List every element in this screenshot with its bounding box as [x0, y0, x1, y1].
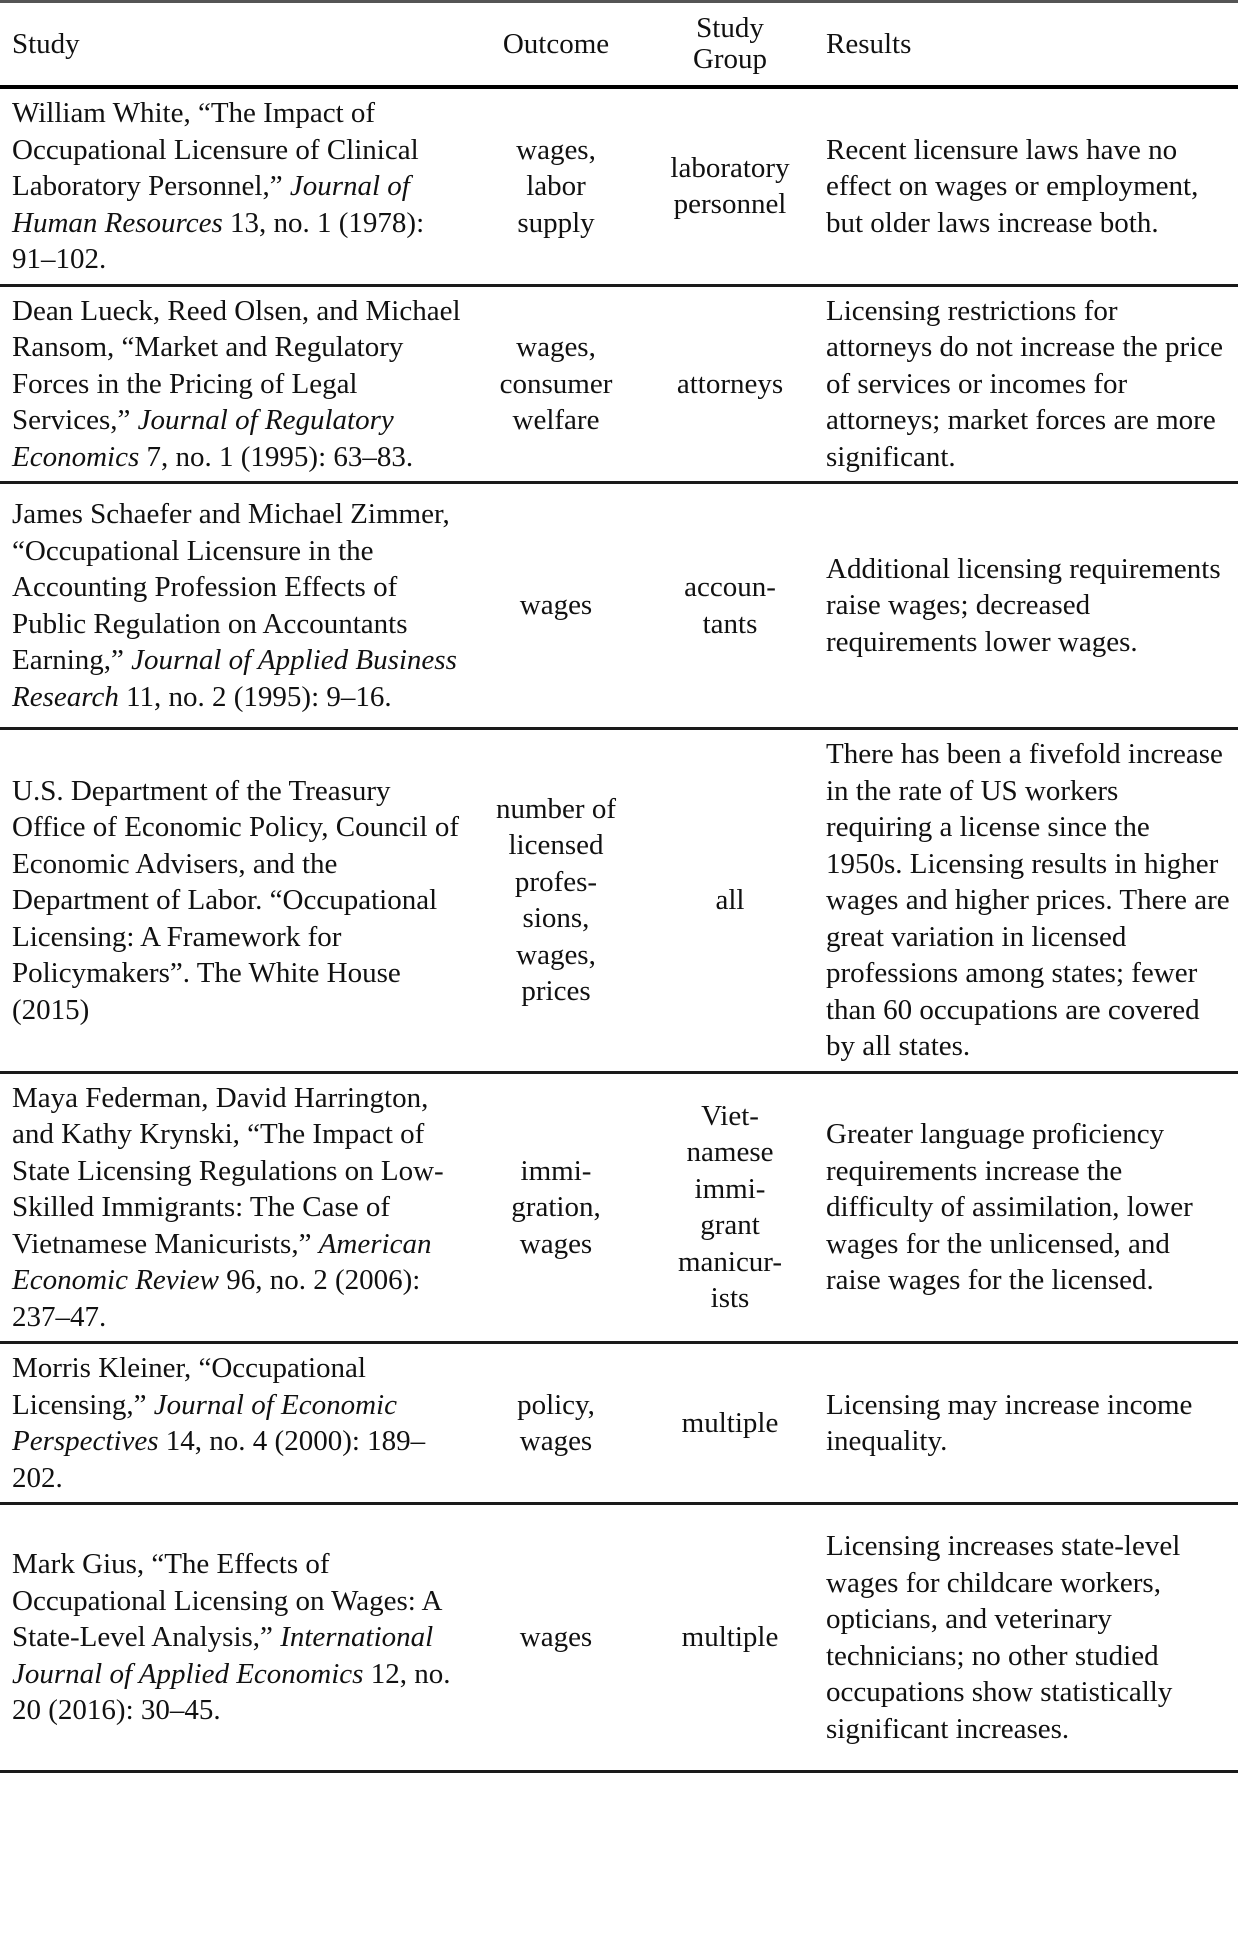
outcome-line: policy,	[517, 1388, 595, 1421]
outcome-cell	[470, 483, 642, 729]
outcome-line: wages	[519, 1227, 593, 1260]
table-row	[0, 87, 1238, 285]
study-citation	[0, 729, 470, 1073]
outcome-cell	[470, 87, 642, 285]
group-line: namese	[686, 1136, 774, 1169]
header-study-group-line2: Group	[692, 43, 768, 75]
citation-text: Mark Gius, “The Effects of Occupational Licensing on Wages: A State-Level Analysis,”	[12, 1548, 441, 1654]
header-study-group-line1: Study	[696, 12, 764, 44]
group-line: tants	[702, 607, 758, 640]
outcome-line: prices	[521, 975, 591, 1008]
study-group-cell	[642, 1343, 818, 1504]
group-line: Viet-	[701, 1099, 759, 1132]
table-row	[0, 483, 1238, 729]
study-group-cell	[642, 87, 818, 285]
journal-title: International Journal of Applied Economics	[12, 1621, 434, 1690]
group-line: ists	[710, 1282, 750, 1315]
results-cell: Licensing restrictions for attorneys do not increase the price of services or incomes for attorneys; market forces are more significant.	[826, 294, 1223, 473]
outcome-line: labor	[526, 170, 586, 202]
header-results: Results	[826, 27, 912, 60]
outcome-line: profes-	[514, 865, 598, 898]
citation-text: William White, “The Impact of Occupational Licensure of Clinical Laboratory Personnel,”	[12, 97, 419, 202]
outcome-line: wages	[519, 1425, 593, 1457]
table-row	[0, 1072, 1238, 1343]
outcome-line: wages,	[516, 938, 596, 971]
study-citation	[0, 87, 470, 285]
study-group-cell	[642, 483, 818, 729]
citation-details: 12, no. 20 (2016): 30–45.	[12, 1657, 451, 1727]
table-row	[0, 1343, 1238, 1504]
outcome-line: gration,	[511, 1191, 601, 1223]
journal-title: Journal of Economic Perspectives	[12, 1388, 397, 1457]
citation-details: 11, no. 2 (1995): 9–16.	[118, 680, 392, 713]
results-cell: Recent licensure laws have no effect on wages or employment, but older laws increase both.	[826, 133, 1199, 239]
outcome-line: number of	[496, 792, 616, 825]
outcome-cell	[470, 729, 642, 1073]
group-line: attorneys	[676, 367, 784, 400]
results-cell: There has been a fivefold increase in the rate of US workers requiring a license since the 1950s. Licensing results in higher wages and higher prices. There are great variation in licensed professions among states; fewer than 60 occupations are covered by all states.	[826, 738, 1230, 1062]
outcome-line: immi-	[520, 1154, 592, 1187]
citation-text: U.S. Department of the Treasury Office of Economic Policy, Council of Economic Advisers, and the Department of Labor. “Occupational Licensing: A Framework for Policymakers”. The White House (2015)	[12, 774, 459, 1026]
outcome-line: consumer	[499, 367, 613, 400]
study-citation	[0, 1072, 470, 1343]
study-citation	[0, 285, 470, 483]
citation-details: 14, no. 4 (2000): 189–202.	[12, 1425, 426, 1494]
outcome-cell	[470, 1504, 642, 1772]
outcome-line: welfare	[512, 404, 600, 436]
citation-text: Morris Kleiner, “Occupational Licensing,”	[12, 1352, 366, 1421]
journal-title: American Economic Review	[12, 1227, 432, 1296]
results-cell: Licensing increases state-level wages for childcare workers, opticians, and veterinary technicians; no other studied occupations show statistically significant increases.	[826, 1530, 1181, 1745]
study-citation	[0, 1504, 470, 1772]
header-outcome: Outcome	[502, 27, 610, 60]
study-group-cell	[642, 1072, 818, 1343]
outcome-line: wages	[519, 1621, 593, 1654]
journal-title: Journal of Human Resources	[12, 170, 410, 239]
header-study-group	[642, 2, 818, 88]
citation-text: Dean Lueck, Reed Olsen, and Michael Ransom, “Market and Regulatory Forces in the Pricing of Legal Services,”	[12, 294, 461, 436]
citation-text: Maya Federman, David Harrington, and Kathy Krynski, “The Impact of State Licensing Regulations on Low-Skilled Immigrants: The Case of Vietnamese Manicurists,”	[12, 1081, 444, 1260]
journal-title: Journal of Applied Business Research	[12, 644, 457, 713]
outcome-line: licensed	[508, 829, 604, 862]
outcome-cell	[470, 1072, 642, 1343]
table-row	[0, 1504, 1238, 1772]
citation-details: 7, no. 1 (1995): 63–83.	[139, 440, 414, 473]
results-cell: Greater language proficiency requirements increase the difficulty of assimilation, lower wages for the unlicensed, and raise wages for the licensed.	[826, 1118, 1193, 1296]
group-line: multiple	[681, 1621, 779, 1654]
group-line: manicur-	[677, 1245, 783, 1278]
group-line: immi-	[694, 1172, 766, 1205]
group-line: personnel	[673, 188, 787, 221]
header-study: Study	[12, 27, 80, 60]
group-line: grant	[700, 1209, 760, 1242]
header-row	[0, 2, 1238, 88]
table-row	[0, 729, 1238, 1073]
study-group-cell	[642, 1504, 818, 1772]
outcome-line: wages,	[516, 133, 596, 166]
results-cell: Additional licensing requirements raise wages; decreased requirements lower wages.	[826, 552, 1221, 658]
citation-text: James Schaefer and Michael Zimmer, “Occupational Licensure in the Accounting Profession Effects of Public Regulation on Accountants Earning,”	[12, 498, 450, 676]
study-group-cell	[642, 729, 818, 1073]
outcome-line: wages,	[516, 331, 596, 363]
table-row	[0, 285, 1238, 483]
study-group-cell	[642, 285, 818, 483]
study-citation	[0, 483, 470, 729]
outcome-line: supply	[517, 206, 595, 239]
outcome-cell	[470, 1343, 642, 1504]
outcome-cell	[470, 285, 642, 483]
citation-details: 96, no. 2 (2006): 237–47.	[12, 1264, 421, 1333]
group-line: multiple	[681, 1406, 779, 1439]
study-citation	[0, 1343, 470, 1504]
outcome-line: wages	[519, 589, 593, 622]
citation-details: 13, no. 1 (1978): 91–102.	[12, 206, 425, 275]
results-cell: Licensing may increase income inequality.	[826, 1388, 1193, 1457]
group-line: laboratory	[670, 151, 790, 184]
outcome-line: sions,	[522, 902, 590, 935]
group-line: all	[715, 884, 745, 916]
journal-title: Journal of Regulatory Economics	[12, 404, 394, 473]
group-line: accoun-	[684, 571, 776, 603]
